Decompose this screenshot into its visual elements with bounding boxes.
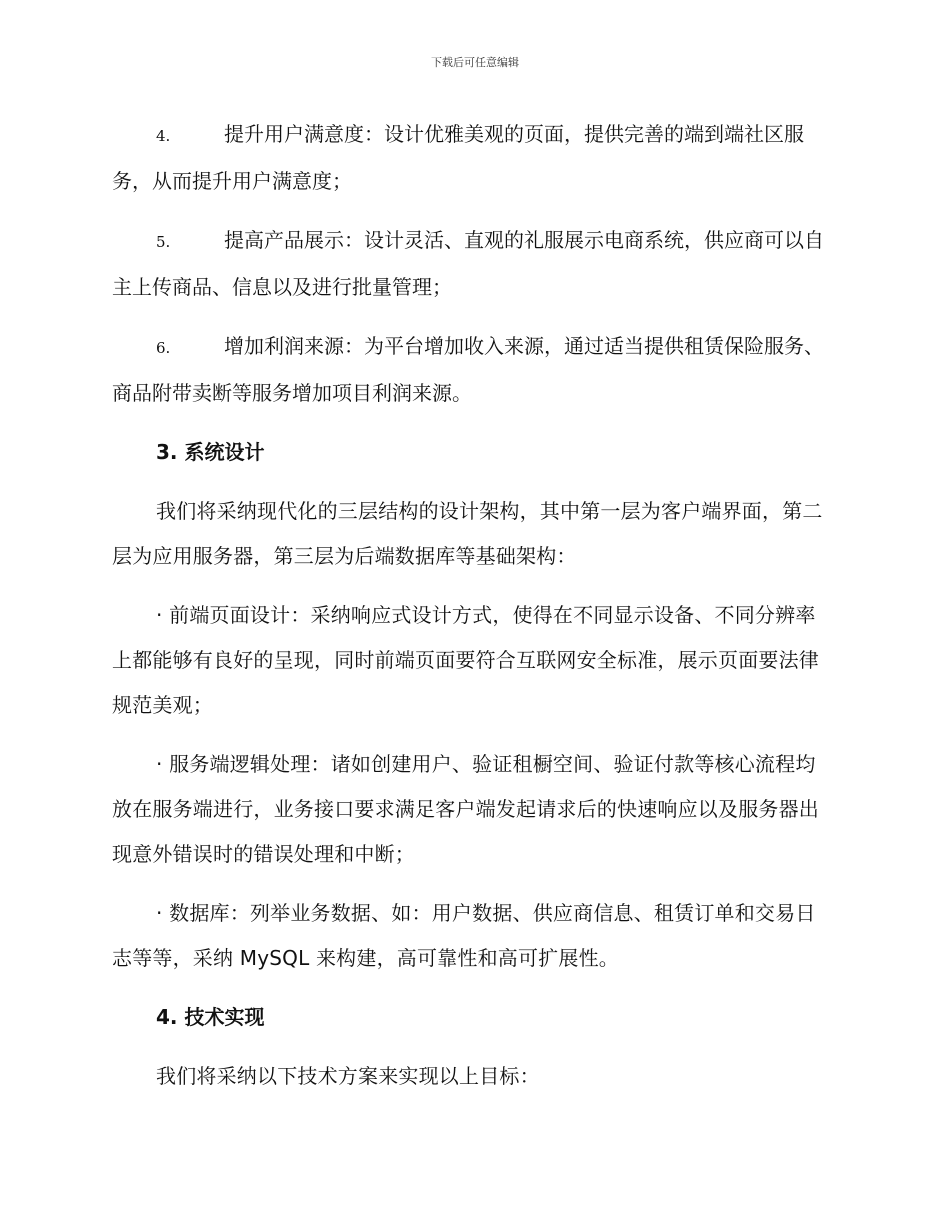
list-number: 5.: [156, 233, 171, 251]
bullet-database: · 数据库：列举业务数据、如：用户数据、供应商信息、租赁订单和交易日志等等，采纳 MySQL 来构建，高可靠性和高可扩展性。: [112, 901, 816, 970]
section-heading-tech-implementation: 4. 技术实现: [156, 1005, 265, 1029]
paragraph-architecture-intro: 我们将采纳现代化的三层结构的设计架构，其中第一层为客户端界面，第二层为应用服务器，第三层为后端数据库等基础架构：: [112, 499, 823, 568]
list-number: 4.: [156, 127, 171, 145]
list-text: 提升用户满意度：设计优雅美观的页面，提供完善的端到端社区服务，从而提升用户满意度；: [112, 122, 804, 193]
list-text: 提高产品展示：设计灵活、直观的礼服展示电商系统，供应商可以自主上传商品、信息以及进行批量管理；: [112, 228, 824, 299]
list-item-6: [112, 324, 834, 416]
document-body: [112, 112, 834, 1113]
bullet-server-logic: · 服务端逻辑处理：诸如创建用户、验证租橱空间、验证付款等核心流程均放在服务端进行，业务接口要求满足客户端发起请求后的快速响应以及服务器出现意外错误时的错误处理和中断；: [112, 752, 819, 866]
list-item-5: [112, 218, 834, 310]
bullet-frontend-design: · 前端页面设计：采纳响应式设计方式，使得在不同显示设备、不同分辨率上都能够有良好的呈现，同时前端页面要符合互联网安全标准，展示页面要法律规范美观；: [112, 603, 819, 717]
list-item-4: [112, 112, 834, 204]
section-heading-system-design: 3. 系统设计: [156, 440, 265, 464]
paragraph-tech-intro: 我们将采纳以下技术方案来实现以上目标：: [156, 1064, 540, 1088]
list-text: 增加利润来源：为平台增加收入来源，通过适当提供租赁保险服务、商品附带卖断等服务增加项目利润来源。: [112, 334, 824, 405]
page-header: 下载后可任意编辑: [431, 56, 519, 69]
list-number: 6.: [156, 339, 171, 357]
